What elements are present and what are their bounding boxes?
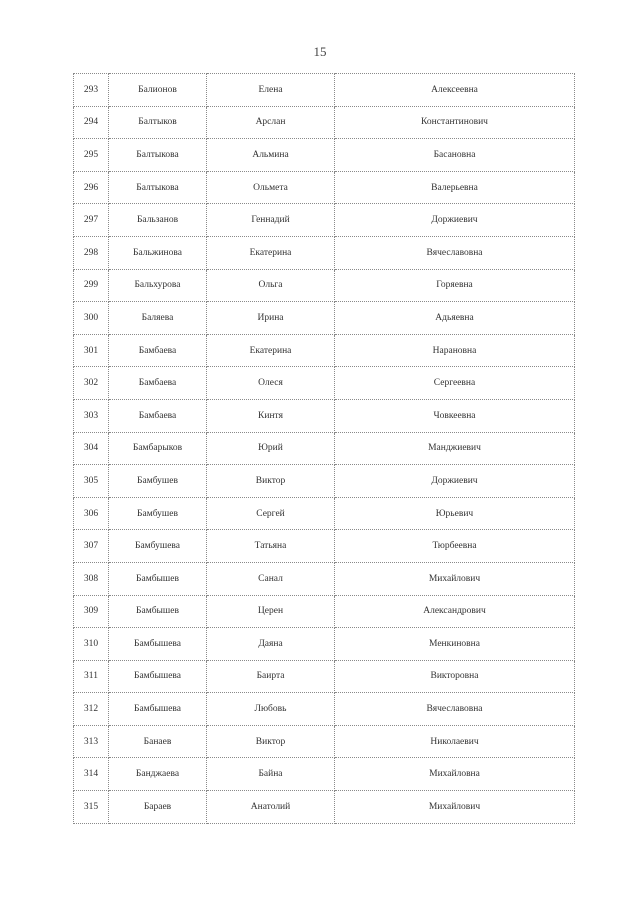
row-number: 302 [74,367,109,400]
first-name-cell: Екатерина [207,236,335,269]
patronymic-cell: Адьяевна [335,302,575,335]
row-number: 295 [74,139,109,172]
row-number: 315 [74,791,109,824]
first-name-cell: Церен [207,595,335,628]
patronymic-cell: Манджиевич [335,432,575,465]
row-number: 313 [74,725,109,758]
row-number: 301 [74,334,109,367]
roster-table [73,73,575,824]
table-row [74,562,575,595]
last-name-cell: Балтыкова [109,171,207,204]
row-number: 311 [74,660,109,693]
first-name-cell: Любовь [207,693,335,726]
last-name-cell: Бальзанов [109,204,207,237]
last-name-cell: Банаев [109,725,207,758]
first-name-cell: Татьяна [207,530,335,563]
table-row [74,302,575,335]
first-name-cell: Даяна [207,628,335,661]
last-name-cell: Бамбушева [109,530,207,563]
first-name-cell: Кинтя [207,399,335,432]
table-row [74,139,575,172]
table-row [74,725,575,758]
last-name-cell: Баляева [109,302,207,335]
patronymic-cell: Вячеславовна [335,236,575,269]
table-row [74,660,575,693]
patronymic-cell: Горяевна [335,269,575,302]
row-number: 293 [74,74,109,107]
row-number: 297 [74,204,109,237]
last-name-cell: Бамбушев [109,497,207,530]
last-name-cell: Бамбушев [109,465,207,498]
table-row [74,530,575,563]
row-number: 294 [74,106,109,139]
last-name-cell: Бальжинова [109,236,207,269]
first-name-cell: Байна [207,758,335,791]
first-name-cell: Арслан [207,106,335,139]
last-name-cell: Бараев [109,791,207,824]
patronymic-cell: Доржиевич [335,204,575,237]
table-row [74,497,575,530]
patronymic-cell: Михайлович [335,791,575,824]
table-row [74,106,575,139]
first-name-cell: Виктор [207,725,335,758]
first-name-cell: Елена [207,74,335,107]
last-name-cell: Бамбаева [109,334,207,367]
row-number: 307 [74,530,109,563]
patronymic-cell: Доржиевич [335,465,575,498]
patronymic-cell: Тюрбеевна [335,530,575,563]
table-row [74,334,575,367]
patronymic-cell: Михайловна [335,758,575,791]
table-row [74,628,575,661]
patronymic-cell: Юрьевич [335,497,575,530]
last-name-cell: Балтыкова [109,139,207,172]
patronymic-cell: Александрович [335,595,575,628]
row-number: 309 [74,595,109,628]
page-number: 15 [313,44,327,59]
row-number: 300 [74,302,109,335]
table-row [74,269,575,302]
first-name-cell: Геннадий [207,204,335,237]
table-row [74,204,575,237]
row-number: 306 [74,497,109,530]
last-name-cell: Балтыков [109,106,207,139]
row-number: 299 [74,269,109,302]
table-row [74,367,575,400]
patronymic-cell: Менкиновна [335,628,575,661]
row-number: 296 [74,171,109,204]
last-name-cell: Бамбышева [109,693,207,726]
patronymic-cell: Константинович [335,106,575,139]
last-name-cell: Бамбышев [109,562,207,595]
table-row [74,693,575,726]
patronymic-cell: Николаевич [335,725,575,758]
table-row [74,791,575,824]
table-row [74,171,575,204]
first-name-cell: Анатолий [207,791,335,824]
last-name-cell: Банджаева [109,758,207,791]
patronymic-cell: Михайлович [335,562,575,595]
first-name-cell: Баирта [207,660,335,693]
last-name-cell: Бамбарыков [109,432,207,465]
row-number: 312 [74,693,109,726]
patronymic-cell: Вячеславовна [335,693,575,726]
table-row [74,432,575,465]
patronymic-cell: Човкеевна [335,399,575,432]
row-number: 303 [74,399,109,432]
first-name-cell: Альмина [207,139,335,172]
first-name-cell: Ирина [207,302,335,335]
table-row [74,74,575,107]
table-row [74,399,575,432]
first-name-cell: Екатерина [207,334,335,367]
first-name-cell: Сергей [207,497,335,530]
table-row [74,465,575,498]
row-number: 305 [74,465,109,498]
last-name-cell: Балионов [109,74,207,107]
row-number: 314 [74,758,109,791]
patronymic-cell: Нарановна [335,334,575,367]
first-name-cell: Виктор [207,465,335,498]
last-name-cell: Бамбышев [109,595,207,628]
patronymic-cell: Алексеевна [335,74,575,107]
table-row [74,236,575,269]
first-name-cell: Ольга [207,269,335,302]
last-name-cell: Бамбышева [109,660,207,693]
last-name-cell: Бамбаева [109,399,207,432]
table-row [74,595,575,628]
last-name-cell: Бамбаева [109,367,207,400]
patronymic-cell: Валерьевна [335,171,575,204]
roster-table-body [74,74,575,824]
patronymic-cell: Сергеевна [335,367,575,400]
row-number: 308 [74,562,109,595]
last-name-cell: Бамбышева [109,628,207,661]
patronymic-cell: Басановна [335,139,575,172]
patronymic-cell: Викторовна [335,660,575,693]
row-number: 304 [74,432,109,465]
first-name-cell: Юрий [207,432,335,465]
first-name-cell: Олеся [207,367,335,400]
last-name-cell: Бальхурова [109,269,207,302]
table-row [74,758,575,791]
first-name-cell: Ольмета [207,171,335,204]
row-number: 298 [74,236,109,269]
row-number: 310 [74,628,109,661]
first-name-cell: Санал [207,562,335,595]
